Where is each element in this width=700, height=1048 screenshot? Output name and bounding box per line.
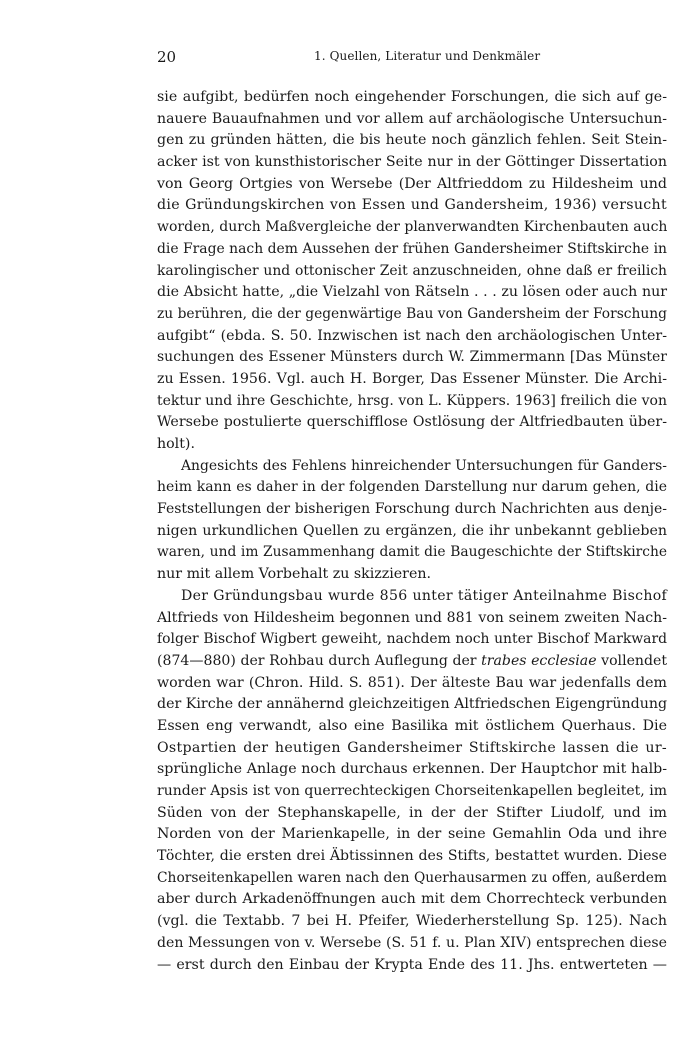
text-line: nur mit allem Vorbehalt zu skizzieren. <box>157 566 431 583</box>
text-line: die Absicht hatte, „die Vielzahl von Rätseln . . . zu lösen oder auch nur <box>157 284 667 301</box>
text-line: Feststellungen der bisherigen Forschung durch Nachrichten aus denje- <box>157 501 667 518</box>
text-line: — erst durch den Einbau der Krypta Ende des 11. Jhs. entwerteten — <box>157 956 667 973</box>
text-line: waren, und im Zusammenhang damit die Baugeschichte der Stiftskirche <box>157 544 667 561</box>
text-line: suchungen des Essener Münsters durch W. Zimmermann [Das Münster <box>157 349 667 366</box>
text-line: Norden von der Marienkapelle, in der seine Gemahlin Oda und ihre <box>157 826 667 843</box>
page-number: 20 <box>157 48 177 66</box>
text-line: Ostpartien der heutigen Gandersheimer Stiftskirche lassen die ur- <box>157 739 667 756</box>
text-line: folger Bischof Wigbert geweiht, nachdem noch unter Bischof Markward <box>157 631 667 648</box>
text-line: runder Apsis ist von querrechteckigen Chorseitenkapellen begleitet, im <box>157 783 667 799</box>
text-line: heim kann es daher in der folgenden Darstellung nur darum gehen, die <box>157 479 667 496</box>
text-line: nigen urkundlichen Quellen zu ergänzen, die ihr unbekannt geblieben <box>157 522 667 539</box>
italic-term: trabes ecclesiae <box>481 652 597 669</box>
text-line: den Messungen von v. Wersebe (S. 51 f. u. Plan XIV) entsprechen diese <box>157 934 667 951</box>
text-line: holt). <box>157 436 195 452</box>
text-line-with-italic <box>157 651 667 673</box>
body-text <box>157 87 667 976</box>
text-line: sprüngliche Anlage noch durchaus erkennen. Der Hauptchor mit halb- <box>157 761 667 778</box>
text-line: acker ist von kunsthistorischer Seite nur in der Göttinger Dissertation <box>157 154 667 171</box>
running-head <box>157 48 667 68</box>
text-run: (874—880) der Rohbau durch Auflegung der <box>157 652 477 669</box>
text-line: worden, durch Maßvergleiche der planverwandten Kirchenbauten auch <box>157 219 668 236</box>
text-line: Chorseitenkapellen waren nach den Querhausarmen zu offen, außerdem <box>157 869 667 886</box>
text-line: von Georg Ortgies von Wersebe (Der Altfrieddom zu Hildesheim und <box>157 175 667 192</box>
text-line: Essen eng verwandt, also eine Basilika mit östlichem Querhaus. Die <box>157 717 667 734</box>
text-line: Altfrieds von Hildesheim begonnen und 881 von seinem zweiten Nach- <box>157 609 667 626</box>
text-line: Töchter, die ersten drei Äbtissinnen des Stifts, bestattet wurden. Diese <box>157 848 667 865</box>
text-line: der Kirche der annähernd gleichzeitigen Altfriedschen Eigengründung <box>157 696 668 713</box>
text-line: zu berühren, die der gegenwärtige Bau von Gandersheim der Forschung <box>157 305 667 322</box>
text-line: Süden von der Stephanskapelle, in der der Stifter Liudolf, und im <box>157 804 667 821</box>
section-title: 1. Quellen, Literatur und Denkmäler <box>314 49 541 63</box>
paragraph-first-line: Angesichts des Fehlens hinreichender Untersuchungen für Ganders- <box>181 457 667 474</box>
text-line: die Frage nach dem Aussehen der frühen Gandersheimer Stiftskirche in <box>157 240 667 257</box>
text-line: worden war (Chron. Hild. S. 851). Der älteste Bau war jedenfalls dem <box>157 674 667 691</box>
text-line: tektur und ihre Geschichte, hrsg. von L. Küppers. 1963] freilich die von <box>157 392 667 409</box>
text-line: (vgl. die Textabb. 7 bei H. Pfeifer, Wiederherstellung Sp. 125). Nach <box>157 913 667 930</box>
text-line: aber durch Arkadenöffnungen auch mit dem Chorrechteck verbunden <box>157 891 667 908</box>
paragraph-first-line: Der Gründungsbau wurde 856 unter tätiger Anteilnahme Bischof <box>181 587 667 604</box>
text-line: gen zu gründen hätten, die bis heute noch gänzlich fehlen. Seit Stein- <box>157 132 667 149</box>
text-line: zu Essen. 1956. Vgl. auch H. Borger, Das Essener Münster. Die Archi- <box>157 370 667 387</box>
text-line: karolingischer und ottonischer Zeit anzuschneiden, ohne daß er freilich <box>157 262 667 279</box>
text-line: sie aufgibt, bedürfen noch eingehender Forschungen, die sich auf ge- <box>157 89 667 105</box>
text-line: aufgibt“ (ebda. S. 50. Inzwischen ist nach den archäologischen Unter- <box>157 327 667 344</box>
text-line: die Gründungskirchen von Essen und Gandersheim, 1936) versucht <box>157 197 667 214</box>
text-line: nauere Bauaufnahmen und vor allem auf archäologische Untersuchun- <box>157 110 667 127</box>
text-run: vollendet <box>601 652 668 669</box>
text-line: Wersebe postulierte querschifflose Ostlösung der Altfriedbauten über- <box>157 414 667 431</box>
